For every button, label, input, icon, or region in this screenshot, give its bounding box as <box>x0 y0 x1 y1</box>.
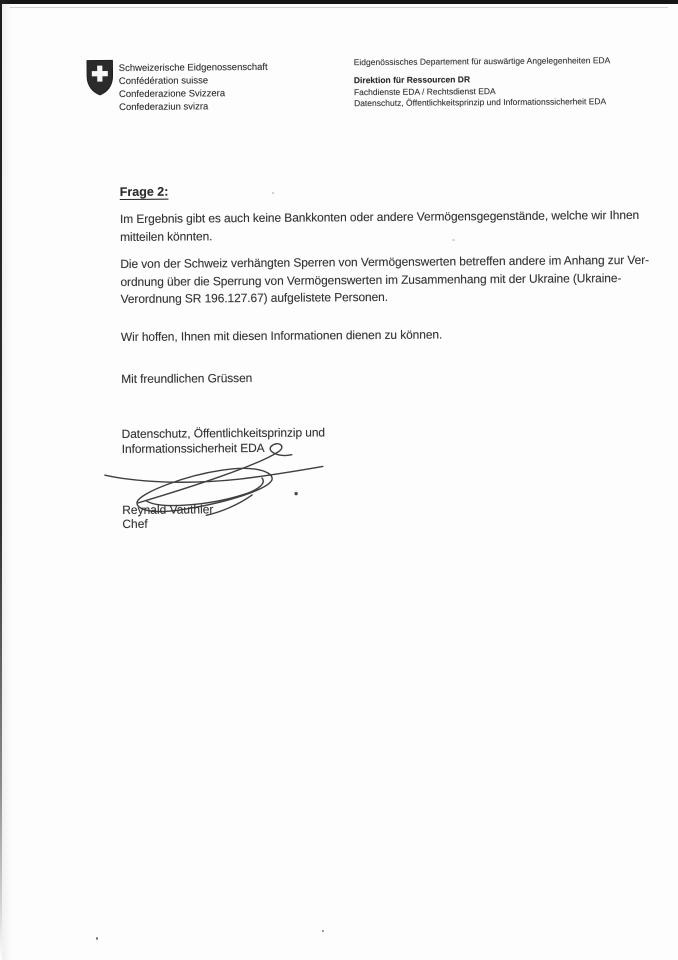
scan-speck <box>272 192 274 194</box>
department-line: Eidgenössisches Departement für auswärtige Angelegenheiten EDA <box>353 55 611 68</box>
directorate-line: Direktion für Ressourcen DR <box>353 74 471 86</box>
paragraph-bank-accounts: Im Ergebnis gibt es auch keine Bankkonten oder andere Vermögensgegenstände, welche wir Ihnen mitteilen könnten. <box>119 207 640 244</box>
closing-salutation: Mit freundlichen Grüssen <box>121 370 253 387</box>
confederation-wordmark: Schweizerische Eidgenossenschaft Confédération suisse Confederazione Svizzera Confederaziun svizra <box>118 61 268 114</box>
signatory-name: Reynald Vauthier <box>122 502 214 517</box>
scan-speck <box>96 937 98 940</box>
pen-dot <box>294 492 297 495</box>
service-line: Fachdienste EDA / Rechtsdienst EDA <box>353 86 496 98</box>
signature-org: Datenschutz, Öffentlichkeitsprinzip und Informationssicherheit EDA <box>121 425 326 457</box>
unit-line: Datenschutz, Öffentlichkeitsprinzip und Informationssicherheit EDA <box>354 96 607 109</box>
letter-heading: Frage 2: <box>119 184 169 200</box>
paragraph-asset-freezes: Die von der Schweiz verhängten Sperren von Vermögenswerten betreffen andere im Anhang zur Ver- ordnung über die Sperrung von Vermögenswerten im Zusammenhang mit der Ukraine (Ukraine- Verordnung SR 196.127.67) aufgelistete Personen. <box>120 252 650 307</box>
paragraph-hope: Wir hoffen, Ihnen mit diesen Informationen dienen zu können. <box>120 327 443 345</box>
scan-speck <box>322 930 324 932</box>
scan-speck <box>452 239 455 241</box>
swiss-cross-shield-icon <box>86 59 114 96</box>
signatory-title: Chef <box>122 516 148 531</box>
